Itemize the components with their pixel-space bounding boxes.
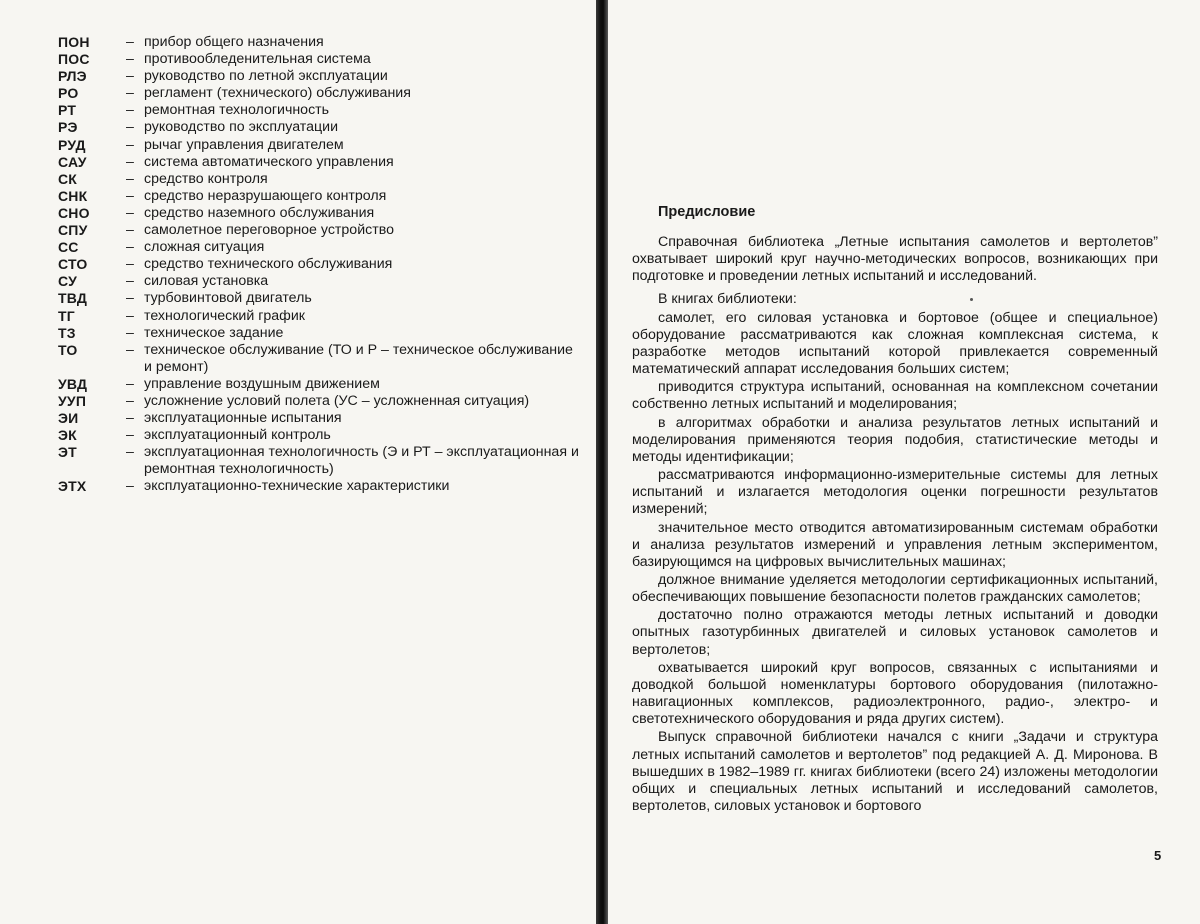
abbreviation-definition: эксплуатационный контроль bbox=[144, 427, 331, 444]
abbreviation-row bbox=[58, 239, 586, 256]
abbreviation-code: ЭИ bbox=[58, 410, 79, 427]
abbreviation-row bbox=[58, 376, 586, 393]
print-speck bbox=[970, 298, 973, 301]
preface-paragraph: в алгоритмах обработки и анализа результатов летных испытаний и моделирования применяются теория подобия, статистические методы и методы идентификации; bbox=[632, 414, 1158, 465]
abbreviation-dash: – bbox=[126, 68, 134, 85]
abbreviation-definition: техническое обслуживание (ТО и Р – техническое обслуживание и ремонт) bbox=[144, 341, 573, 375]
abbreviation-row bbox=[58, 171, 586, 188]
abbreviation-row bbox=[58, 222, 586, 239]
preface-title: Предисловие bbox=[658, 204, 756, 220]
abbreviation-row bbox=[58, 119, 586, 136]
right-page bbox=[608, 0, 1200, 924]
abbreviation-definition: эксплуатационные испытания bbox=[144, 410, 342, 427]
abbreviation-definition: эксплуатационная технологичность (Э и РТ – эксплуатационная и ремонтная технологичность) bbox=[144, 444, 579, 478]
abbreviation-dash: – bbox=[126, 392, 134, 409]
abbreviation-dash: – bbox=[126, 375, 134, 392]
abbreviation-code: СС bbox=[58, 239, 79, 256]
abbreviation-dash: – bbox=[126, 273, 134, 290]
abbreviation-dash: – bbox=[126, 478, 134, 495]
abbreviation-dash: – bbox=[126, 51, 134, 68]
abbreviation-row bbox=[58, 102, 586, 119]
abbreviation-dash: – bbox=[126, 34, 134, 50]
abbreviation-code: СНК bbox=[58, 187, 88, 204]
abbreviation-dash: – bbox=[126, 307, 134, 324]
abbreviation-dash: – bbox=[126, 290, 134, 307]
preface-paragraph: приводится структура испытаний, основанная на комплексном сочетании собственно летных испытаний и моделирования; bbox=[632, 379, 1158, 413]
abbreviation-dash: – bbox=[126, 153, 134, 170]
abbreviation-row bbox=[58, 68, 586, 85]
abbreviation-dash: – bbox=[126, 102, 134, 119]
abbreviation-definition: регламент (технического) обслуживания bbox=[144, 85, 411, 102]
page-number: 5 bbox=[1154, 848, 1162, 863]
abbreviation-code: ЭТХ bbox=[58, 478, 87, 495]
abbreviation-row bbox=[58, 410, 586, 427]
preface-paragraph: самолет, его силовая установка и бортовое (общее и специальное) оборудование рассматриваются как сложная комплексная система, к разработке методов испытаний которой привлекается современный математический аппарат исследования больших систем; bbox=[632, 309, 1158, 378]
abbreviation-row bbox=[58, 444, 586, 478]
abbreviation-dash: – bbox=[126, 187, 134, 204]
abbreviation-dash: – bbox=[126, 85, 134, 102]
abbreviation-row bbox=[58, 478, 586, 495]
abbreviation-code: СНО bbox=[58, 204, 90, 221]
abbreviation-definition: силовая установка bbox=[144, 273, 269, 290]
abbreviation-definition: средство наземного обслуживания bbox=[144, 204, 375, 221]
abbreviation-definition: самолетное переговорное устройство bbox=[144, 222, 394, 239]
abbreviation-code: РЛЭ bbox=[58, 68, 87, 85]
preface-paragraph: В книгах библиотеки: bbox=[658, 291, 797, 308]
abbreviation-definition: противообледенительная система bbox=[144, 51, 371, 68]
abbreviation-code: ПОН bbox=[58, 34, 90, 50]
abbreviation-code: СПУ bbox=[58, 222, 88, 239]
abbreviation-dash: – bbox=[126, 136, 134, 153]
abbreviation-dash: – bbox=[126, 427, 134, 444]
abbreviation-code: РТ bbox=[58, 102, 77, 119]
abbreviation-definition: усложнение условий полета (УС – усложненная ситуация) bbox=[144, 392, 530, 409]
preface-paragraph: Выпуск справочной библиотеки начался с книги „Задачи и структура летных испытаний самолетов и вертолетов” под редакцией А. Д. Миронова. В вышедших в 1982–1989 гг. книгах библиотеки (всего 24) изложены методологии общих и специальных летных испытаний и исследований самолетов, вертолетов, силовых установок и бортового bbox=[632, 729, 1158, 814]
left-page bbox=[0, 0, 596, 924]
preface-paragraph: значительное место отводится автоматизированным системам обработки и анализа результатов измерений и управления летным экспериментом, базирующимся на цифровых вычислительных машинах; bbox=[632, 519, 1158, 570]
abbreviation-dash: – bbox=[126, 410, 134, 427]
abbreviation-row bbox=[58, 393, 586, 410]
abbreviation-row bbox=[58, 51, 586, 68]
abbreviation-code: ЭТ bbox=[58, 444, 77, 461]
abbreviation-definition: технологический график bbox=[144, 307, 305, 324]
abbreviation-definition: средство неразрушающего контроля bbox=[144, 187, 387, 204]
book-gutter bbox=[596, 0, 608, 924]
abbreviation-code: ТЗ bbox=[58, 324, 76, 341]
abbreviation-row bbox=[58, 85, 586, 102]
abbreviation-row bbox=[58, 256, 586, 273]
abbreviation-code: СК bbox=[58, 170, 78, 187]
abbreviation-row bbox=[58, 308, 586, 325]
abbreviation-definition: ремонтная технологичность bbox=[144, 102, 330, 119]
abbreviation-row bbox=[58, 205, 586, 222]
preface-body bbox=[632, 234, 1158, 815]
abbreviation-row bbox=[58, 34, 586, 51]
abbreviation-row bbox=[58, 188, 586, 205]
abbreviation-dash: – bbox=[126, 341, 134, 358]
abbreviation-code: УУП bbox=[58, 392, 87, 409]
abbreviation-code: РО bbox=[58, 85, 79, 102]
abbreviation-definition: руководство по эксплуатации bbox=[144, 119, 339, 136]
abbreviation-code: ТГ bbox=[58, 307, 75, 324]
abbreviation-definition: турбовинтовой двигатель bbox=[144, 290, 312, 307]
abbreviation-definition: система автоматического управления bbox=[144, 153, 394, 170]
abbreviation-dash: – bbox=[126, 119, 134, 136]
abbreviation-definition: рычаг управления двигателем bbox=[144, 136, 344, 153]
abbreviation-code: СТО bbox=[58, 256, 88, 273]
abbreviation-dash: – bbox=[126, 444, 134, 461]
abbreviation-definition: прибор общего назначения bbox=[144, 34, 324, 50]
abbreviation-row bbox=[58, 137, 586, 154]
abbreviation-code: ТО bbox=[58, 341, 78, 358]
abbreviation-definition: эксплуатационно-технические характеристики bbox=[144, 478, 450, 495]
abbreviation-definition: техническое задание bbox=[144, 324, 284, 341]
abbreviation-definition: сложная ситуация bbox=[144, 239, 265, 256]
abbreviation-row bbox=[58, 154, 586, 171]
abbreviation-row bbox=[58, 427, 586, 444]
abbreviation-definition: управление воздушным движением bbox=[144, 375, 380, 392]
abbreviation-code: ЭК bbox=[58, 427, 77, 444]
abbreviation-dash: – bbox=[126, 239, 134, 256]
abbreviation-dash: – bbox=[126, 204, 134, 221]
abbreviation-row bbox=[58, 325, 586, 342]
abbreviation-dash: – bbox=[126, 170, 134, 187]
preface-paragraph: рассматриваются информационно-измерительные системы для летных испытаний и излагается методология оценки погрешности результатов измерений; bbox=[632, 467, 1158, 518]
abbreviation-code: УВД bbox=[58, 375, 88, 392]
abbreviation-list bbox=[58, 34, 586, 496]
abbreviation-row bbox=[58, 273, 586, 290]
abbreviation-row bbox=[58, 342, 586, 376]
abbreviation-definition: средство технического обслуживания bbox=[144, 256, 393, 273]
preface-paragraph: Справочная библиотека „Летные испытания самолетов и вертолетов” охватывает широкий круг научно-методических вопросов, возникающих при подготовке и проведении летных испытаний и исследований. bbox=[632, 234, 1158, 285]
abbreviation-dash: – bbox=[126, 256, 134, 273]
preface-paragraph: достаточно полно отражаются методы летных испытаний и доводки опытных газотурбинных двигателей и силовых установок самолетов и вертолетов; bbox=[632, 607, 1158, 658]
abbreviation-dash: – bbox=[126, 222, 134, 239]
abbreviation-row bbox=[58, 290, 586, 307]
preface-paragraph: должное внимание уделяется методологии сертификационных испытаний, обеспечивающих повышение безопасности полетов гражданских самолетов; bbox=[632, 571, 1158, 606]
abbreviation-code: ТВД bbox=[58, 290, 88, 307]
abbreviation-code: РУД bbox=[58, 136, 86, 153]
abbreviation-definition: руководство по летной эксплуатации bbox=[144, 68, 388, 85]
abbreviation-code: РЭ bbox=[58, 119, 78, 136]
abbreviation-code: СУ bbox=[58, 273, 78, 290]
abbreviation-definition: средство контроля bbox=[144, 170, 268, 187]
preface-paragraph: охватывается широкий круг вопросов, связанных с испытаниями и доводкой большой номенклатуры бортового оборудования (пилотажно-навигационных комплексов, радиоэлектронного, радио-, электро- и светотехнического оборудования и ряда других систем). bbox=[632, 659, 1158, 728]
abbreviation-dash: – bbox=[126, 324, 134, 341]
abbreviation-code: САУ bbox=[58, 153, 87, 170]
abbreviation-code: ПОС bbox=[58, 51, 90, 68]
